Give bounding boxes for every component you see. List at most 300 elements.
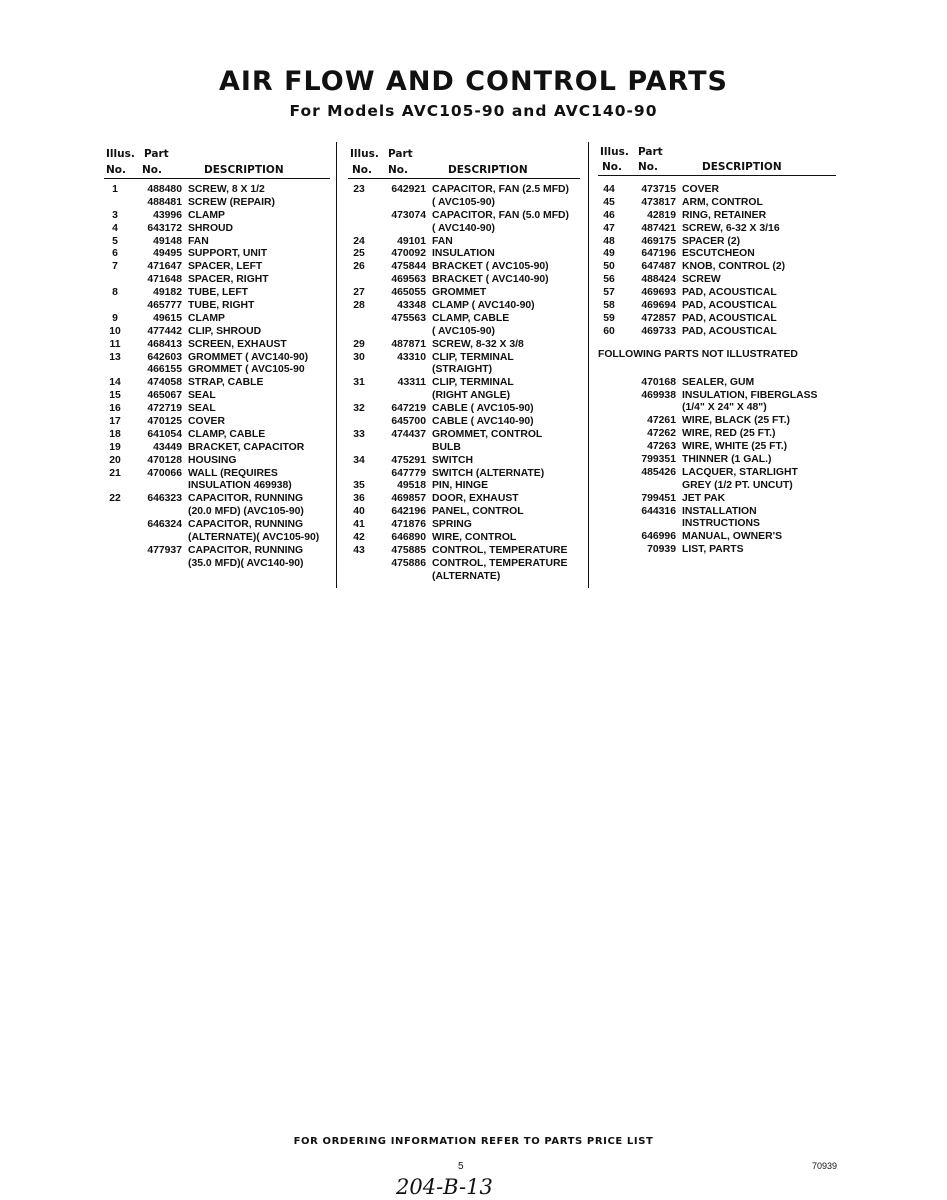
part-number: 49148 [153,235,182,247]
part-description: CAPACITOR, FAN (2.5 MFD) [432,184,570,195]
column-header [348,148,580,180]
illus-number: 4 [112,222,118,234]
header-rule [104,178,330,179]
part-description: SEAL [188,390,216,402]
part-number: 49615 [153,312,182,324]
part-description: CABLE ( AVC140-90) [432,416,534,428]
illus-number: 9 [112,312,118,324]
part-number: 488424 [641,274,676,286]
table-row [104,429,330,442]
part-description: CONTROL, TEMPERATURE [432,557,568,569]
table-row [104,352,330,365]
part-description: GROMMET ( AVC105-90 [188,364,305,376]
illus-number: 22 [109,493,121,505]
illus-number: 11 [109,338,121,350]
table-row [348,390,580,403]
part-number: 47261 [647,415,676,427]
part-number: 642603 [147,351,182,363]
illus-number: 49 [603,248,615,260]
table-row [104,455,330,468]
part-number: 488480 [147,184,182,195]
part-number: 469857 [391,493,426,505]
illus-number: 36 [353,493,365,505]
part-description: CAPACITOR, RUNNING [188,493,304,505]
table-row [104,532,330,545]
parts-column-2 [348,148,580,584]
part-description: CLIP, SHROUD [188,325,262,337]
column-header [104,148,330,180]
page-subtitle: For Models AVC105-90 and AVC140-90 [289,102,658,120]
illus-number: 31 [353,377,365,389]
table-row [104,339,330,352]
illus-number: 21 [109,467,121,479]
page-number: 5 [458,1161,464,1172]
part-number: 471648 [147,274,182,286]
part-description: GREY (1/2 PT. UNCUT) [682,479,793,491]
part-number: 641054 [147,428,182,440]
header-part: Part [388,148,413,160]
header-no: No. [638,161,658,173]
part-number: 647196 [641,248,676,260]
header-illus: Illus. [106,148,135,160]
table-row [104,545,330,558]
table-row [104,390,330,403]
illus-number: 33 [353,428,365,440]
illus-number: 19 [109,441,121,453]
part-description: (RIGHT ANGLE) [432,390,511,402]
table-row [348,506,580,519]
table-row [104,468,330,481]
table-row [348,261,580,274]
part-description: CLAMP [188,209,225,221]
table-row [348,493,580,506]
illus-number: 30 [353,351,365,363]
table-row [104,506,330,519]
header-no: No. [602,161,622,173]
table-row [598,197,836,210]
part-description: TUBE, LEFT [188,287,249,299]
table-row [348,210,580,223]
illus-number: 14 [109,377,121,389]
part-description: SPACER (2) [682,235,741,247]
part-description: BRACKET, CAPACITOR [188,441,305,453]
part-number: 487421 [641,222,676,234]
table-row [598,210,836,223]
part-number: 646890 [391,532,426,544]
part-number: 473715 [641,184,676,195]
part-description: PAD, ACOUSTICAL [682,300,777,312]
part-number: 43348 [397,300,426,312]
header-part: Part [144,148,169,160]
part-description: THINNER (1 GAL.) [682,454,772,466]
illus-number: 6 [112,248,118,260]
part-description: SPRING [432,519,472,531]
part-description: WIRE, BLACK (25 FT.) [682,415,790,427]
table-row [104,300,330,313]
rows [348,184,580,584]
illus-number: 56 [603,274,615,286]
illus-number: 58 [603,300,615,312]
header-illus: Illus. [350,148,379,160]
part-description: DOOR, EXHAUST [432,493,519,505]
part-description: (ALTERNATE) [432,570,501,582]
table-row [348,287,580,300]
part-number: 469694 [641,300,676,312]
part-number: 49495 [153,248,182,260]
part-description: SWITCH (ALTERNATE) [432,467,545,479]
part-number: 647779 [391,467,426,479]
column-header [598,148,836,180]
table-row [598,390,836,403]
part-number: 465055 [391,287,426,299]
table-row [598,313,836,326]
part-number: 470092 [391,248,426,260]
part-description: INSTALLATION [682,505,757,517]
part-description: ARM, CONTROL [682,196,763,208]
part-description: INSULATION [432,248,495,260]
part-description: CABLE ( AVC105-90) [432,403,534,415]
illus-number: 35 [353,480,365,492]
part-description: RING, RETAINER [682,209,767,221]
table-row [598,184,836,197]
part-description: FAN [432,235,453,247]
part-description: SCREW (REPAIR) [188,196,275,208]
table-row [348,197,580,210]
part-number: 474058 [147,377,182,389]
part-description: COVER [682,184,719,195]
part-number: 49101 [397,235,426,247]
table-row [598,223,836,236]
part-number: 49518 [397,480,426,492]
part-description: ( AVC105-90) [432,325,495,337]
illus-number: 27 [353,287,365,299]
part-description: FAN [188,235,209,247]
part-number: 475885 [391,544,426,556]
part-description: SPACER, RIGHT [188,274,269,286]
table-row [104,519,330,532]
part-number: 643172 [147,222,182,234]
table-row [104,416,330,429]
part-description: SPACER, LEFT [188,261,263,273]
illus-number: 47 [603,222,615,234]
part-description: SEALER, GUM [682,376,755,388]
part-number: 799451 [641,492,676,504]
part-description: (35.0 MFD)( AVC140-90) [188,557,304,569]
part-number: 473074 [391,209,426,221]
table-row [348,545,580,558]
header-description: DESCRIPTION [702,161,782,173]
table-row [598,454,836,467]
illus-number: 13 [109,351,121,363]
table-row [598,402,836,415]
part-number: 646324 [147,519,182,531]
part-description: (ALTERNATE)( AVC105-90) [188,532,320,544]
illus-number: 32 [353,403,365,415]
part-description: ( AVC140-90) [432,222,495,234]
illus-number: 5 [112,235,118,247]
part-description: KNOB, CONTROL (2) [682,261,786,273]
table-row [104,480,330,493]
table-row [348,236,580,249]
not-illustrated-rows [598,377,836,557]
part-number: 465777 [147,300,182,312]
part-description: PAD, ACOUSTICAL [682,325,777,337]
part-number: 471647 [147,261,182,273]
illus-number: 28 [353,300,365,312]
part-number: 642196 [391,506,426,518]
illus-number: 1 [112,184,118,195]
part-description: GROMMET ( AVC140-90) [188,351,309,363]
illus-number: 57 [603,287,615,299]
part-number: 475886 [391,557,426,569]
part-description: LIST, PARTS [682,544,744,556]
part-description: BRACKET ( AVC105-90) [432,261,549,273]
table-row [598,377,836,390]
table-row [348,248,580,261]
part-number: 469938 [641,389,676,401]
part-description: CLAMP, CABLE [432,312,510,324]
part-number: 470168 [641,376,676,388]
part-number: 43311 [397,377,426,389]
part-description: MANUAL, OWNER'S [682,531,783,543]
table-row [348,442,580,455]
part-description: SCREEN, EXHAUST [188,338,287,350]
rows [104,184,330,571]
part-number: 470066 [147,467,182,479]
part-number: 470125 [147,416,182,428]
table-row [598,248,836,261]
table-row [104,377,330,390]
part-description: CLIP, TERMINAL [432,377,514,389]
part-description: (1/4" X 24" X 48") [682,402,767,414]
part-description: CLAMP ( AVC140-90) [432,300,535,312]
illus-number: 23 [353,184,365,195]
part-number: 485426 [641,466,676,478]
table-row [348,352,580,365]
table-row [348,326,580,339]
part-description: HOUSING [188,454,237,466]
part-number: 469693 [641,287,676,299]
part-description: GROMMET, CONTROL [432,428,543,440]
part-description: ( AVC105-90) [432,196,495,208]
table-row [348,532,580,545]
table-row [104,442,330,455]
table-row [598,415,836,428]
illus-number: 29 [353,338,365,350]
part-number: 43449 [153,441,182,453]
table-row [348,468,580,481]
part-number: 487871 [391,338,426,350]
part-number: 47263 [647,441,676,453]
part-number: 475563 [391,312,426,324]
column-divider [588,142,589,588]
illus-number: 42 [353,532,365,544]
part-number: 469175 [641,235,676,247]
part-description: PIN, HINGE [432,480,489,492]
part-number: 647219 [391,403,426,415]
illus-number: 48 [603,235,615,247]
table-row [348,480,580,493]
illus-number: 3 [112,209,118,221]
illus-number: 59 [603,312,615,324]
table-row [104,287,330,300]
table-row [348,339,580,352]
part-description: SCREW, 6-32 X 3/16 [682,222,780,234]
part-number: 477442 [147,325,182,337]
part-description: GROMMET [432,287,487,299]
header-illus: Illus. [600,146,629,158]
table-row [598,480,836,493]
table-row [104,313,330,326]
part-description: SUPPORT, UNIT [188,248,268,260]
illus-number: 16 [109,403,121,415]
illus-number: 20 [109,454,121,466]
header-description: DESCRIPTION [204,164,284,176]
table-row [598,287,836,300]
part-number: 644316 [641,505,676,517]
table-row [348,519,580,532]
table-row [598,274,836,287]
handwritten-note [392,1172,562,1200]
table-row [598,441,836,454]
part-description: INSTRUCTIONS [682,518,760,530]
part-number: 799351 [641,454,676,466]
part-number: 642921 [391,184,426,195]
part-description: CAPACITOR, RUNNING [188,544,304,556]
illus-number: 26 [353,261,365,273]
part-description: INSULATION 469938) [188,480,292,492]
part-number: 466155 [147,364,182,376]
illus-number: 40 [353,506,365,518]
part-description: WALL (REQUIRES [188,467,278,479]
part-description: WIRE, CONTROL [432,532,517,544]
part-description: SEAL [188,403,216,415]
part-description: SCREW, 8 X 1/2 [188,184,265,195]
header-no: No. [388,164,408,176]
illus-number: 15 [109,390,121,402]
part-number: 477937 [147,544,182,556]
part-number: 475291 [391,454,426,466]
part-description: BULB [432,441,461,453]
table-row [348,184,580,197]
part-number: 42819 [647,209,676,221]
table-row [598,236,836,249]
part-description: PAD, ACOUSTICAL [682,287,777,299]
table-row [104,197,330,210]
illus-number: 8 [112,287,118,299]
table-row [104,210,330,223]
part-number: 70939 [647,544,676,556]
table-row [348,416,580,429]
illus-number: 46 [603,209,615,221]
part-description: TUBE, RIGHT [188,300,255,312]
table-row [348,403,580,416]
illus-number: 34 [353,454,365,466]
part-number: 473817 [641,196,676,208]
part-number: 47262 [647,428,676,440]
part-description: CLAMP, CABLE [188,428,266,440]
part-description: SHROUD [188,222,234,234]
part-number: 471876 [391,519,426,531]
part-description: BRACKET ( AVC140-90) [432,274,549,286]
part-description: LACQUER, STARLIGHT [682,466,798,478]
table-row [348,377,580,390]
table-row [598,467,836,480]
part-number: 43310 [397,351,426,363]
table-row [348,300,580,313]
table-row [348,571,580,584]
illus-number: 7 [112,261,118,273]
table-row [598,531,836,544]
table-row [598,326,836,339]
table-row [104,261,330,274]
table-row [598,261,836,274]
part-description: CAPACITOR, FAN (5.0 MFD) [432,209,570,221]
parts-column-1 [104,148,330,571]
part-number: 647487 [641,261,676,273]
document-number: 70939 [812,1161,838,1171]
header-description: DESCRIPTION [448,164,528,176]
illus-number: 24 [353,235,365,247]
part-number: 645700 [391,416,426,428]
illus-number: 25 [353,248,365,260]
table-row [598,493,836,506]
part-number: 468413 [147,338,182,350]
table-row [598,544,836,557]
table-row [348,455,580,468]
illus-number: 17 [109,416,121,428]
part-description: CLAMP [188,312,225,324]
illus-number: 43 [353,544,365,556]
part-description: PANEL, CONTROL [432,506,524,518]
part-number: 646323 [147,493,182,505]
header-no: No. [352,164,372,176]
part-number: 474437 [391,428,426,440]
part-number: 469563 [391,274,426,286]
part-description: WIRE, RED (25 FT.) [682,428,776,440]
table-row [348,364,580,377]
header-no: No. [142,164,162,176]
part-description: SWITCH [432,454,473,466]
rows [598,184,836,339]
parts-column-3 [598,148,836,557]
part-description: SCREW [682,274,721,286]
illus-number: 18 [109,428,121,440]
table-row [104,223,330,236]
illus-number: 60 [603,325,615,337]
table-row [104,493,330,506]
table-row [104,274,330,287]
illus-number: 45 [603,196,615,208]
part-description: (20.0 MFD) (AVC105-90) [188,506,304,518]
part-description: CLIP, TERMINAL [432,351,514,363]
part-number: 472719 [147,403,182,415]
table-row [104,326,330,339]
part-number: 465067 [147,390,182,402]
illus-number: 10 [109,325,121,337]
part-number: 470128 [147,454,182,466]
part-description: INSULATION, FIBERGLASS [682,389,818,401]
header-part: Part [638,146,663,158]
part-description: COVER [188,416,225,428]
handwritten-note-text: 204-B-13 [396,1175,493,1199]
table-row [598,506,836,519]
table-row [348,429,580,442]
table-row [598,428,836,441]
table-row [104,403,330,416]
table-row [348,313,580,326]
part-description: STRAP, CABLE [188,377,264,389]
